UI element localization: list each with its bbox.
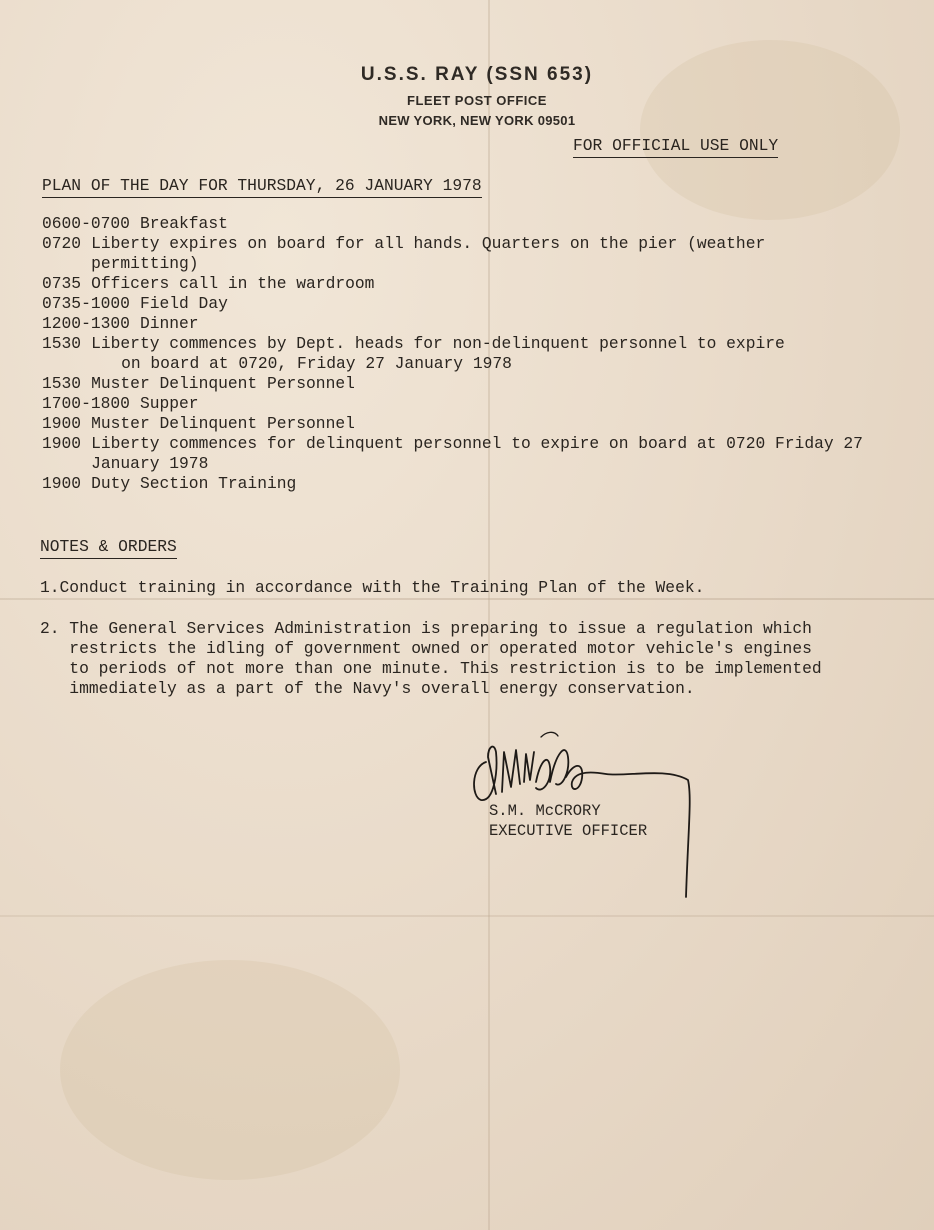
schedule-text: Muster Delinquent Personnel <box>91 414 355 433</box>
schedule-entry <box>42 474 922 494</box>
note-item: 2. The General Services Administration is preparing to issue a regulation which restricts the idling of government owned or operated motor vehicle's engines to periods of not more than one minute. This restriction is to be implemented immediately as a part of the Navy's overall energy conservation. <box>40 619 822 698</box>
schedule-text: Supper <box>139 394 199 413</box>
classification-label: FOR OFFICIAL USE ONLY <box>573 136 778 158</box>
schedule-text-continued: January 1978 <box>91 454 209 473</box>
schedule-time: 1900 <box>42 434 82 453</box>
schedule-entry <box>42 214 922 234</box>
schedule-entry <box>42 414 922 434</box>
schedule-entry <box>42 394 922 414</box>
paper-fold-vertical <box>488 0 490 1230</box>
paper-fold-horizontal-lower <box>0 915 934 917</box>
notes-heading: NOTES & ORDERS <box>40 537 177 559</box>
schedule-text: Liberty commences by Dept. heads for non-delinquent personnel to expire <box>91 334 785 353</box>
schedule-time: 0735 <box>42 274 82 293</box>
schedule-time: 0735-1000 <box>42 294 130 313</box>
schedule-time: 1700-1800 <box>42 394 130 413</box>
schedule-time: 1900 <box>42 474 82 493</box>
plan-of-the-day-heading: PLAN OF THE DAY FOR THURSDAY, 26 JANUARY 1978 <box>42 176 482 198</box>
schedule-time: 1900 <box>42 414 82 433</box>
schedule-time: 1530 <box>42 374 82 393</box>
signatory-title: EXECUTIVE OFFICER <box>489 822 648 840</box>
schedule-entry <box>42 314 922 334</box>
letterhead-office: FLEET POST OFFICE <box>407 93 547 108</box>
schedule-text: Liberty commences for delinquent personnel to expire on board at 0720 Friday 27 <box>91 434 863 453</box>
schedule-entry <box>42 334 922 374</box>
schedule-entry <box>42 294 922 314</box>
schedule-time: 0720 <box>42 234 82 253</box>
schedule-text: Breakfast <box>139 214 228 233</box>
letterhead-title: U.S.S. RAY (SSN 653) <box>360 64 594 85</box>
schedule-text: Dinner <box>139 314 199 333</box>
letterhead-address: NEW YORK, NEW YORK 09501 <box>378 113 576 128</box>
schedule-entry <box>42 374 922 394</box>
schedule-time: 1530 <box>42 334 82 353</box>
paper-fold-horizontal <box>0 598 934 600</box>
paper-stain <box>60 960 400 1180</box>
note-item: 1.Conduct training in accordance with the Training Plan of the Week. <box>40 578 705 597</box>
schedule-text: Muster Delinquent Personnel <box>91 374 355 393</box>
schedule-list <box>42 214 922 494</box>
signatory-name: S.M. McCRORY <box>489 802 601 820</box>
schedule-text: Officers call in the wardroom <box>91 274 375 293</box>
schedule-text-continued: permitting) <box>91 254 199 273</box>
schedule-entry <box>42 274 922 294</box>
schedule-text: Duty Section Training <box>91 474 297 493</box>
schedule-time: 0600-0700 <box>42 214 130 233</box>
schedule-time: 1200-1300 <box>42 314 130 333</box>
schedule-text: Field Day <box>139 294 228 313</box>
schedule-entry <box>42 234 922 274</box>
schedule-text-continued: on board at 0720, Friday 27 January 1978 <box>121 354 512 373</box>
schedule-entry <box>42 434 922 474</box>
schedule-text: Liberty expires on board for all hands. Quarters on the pier (weather <box>91 234 766 253</box>
